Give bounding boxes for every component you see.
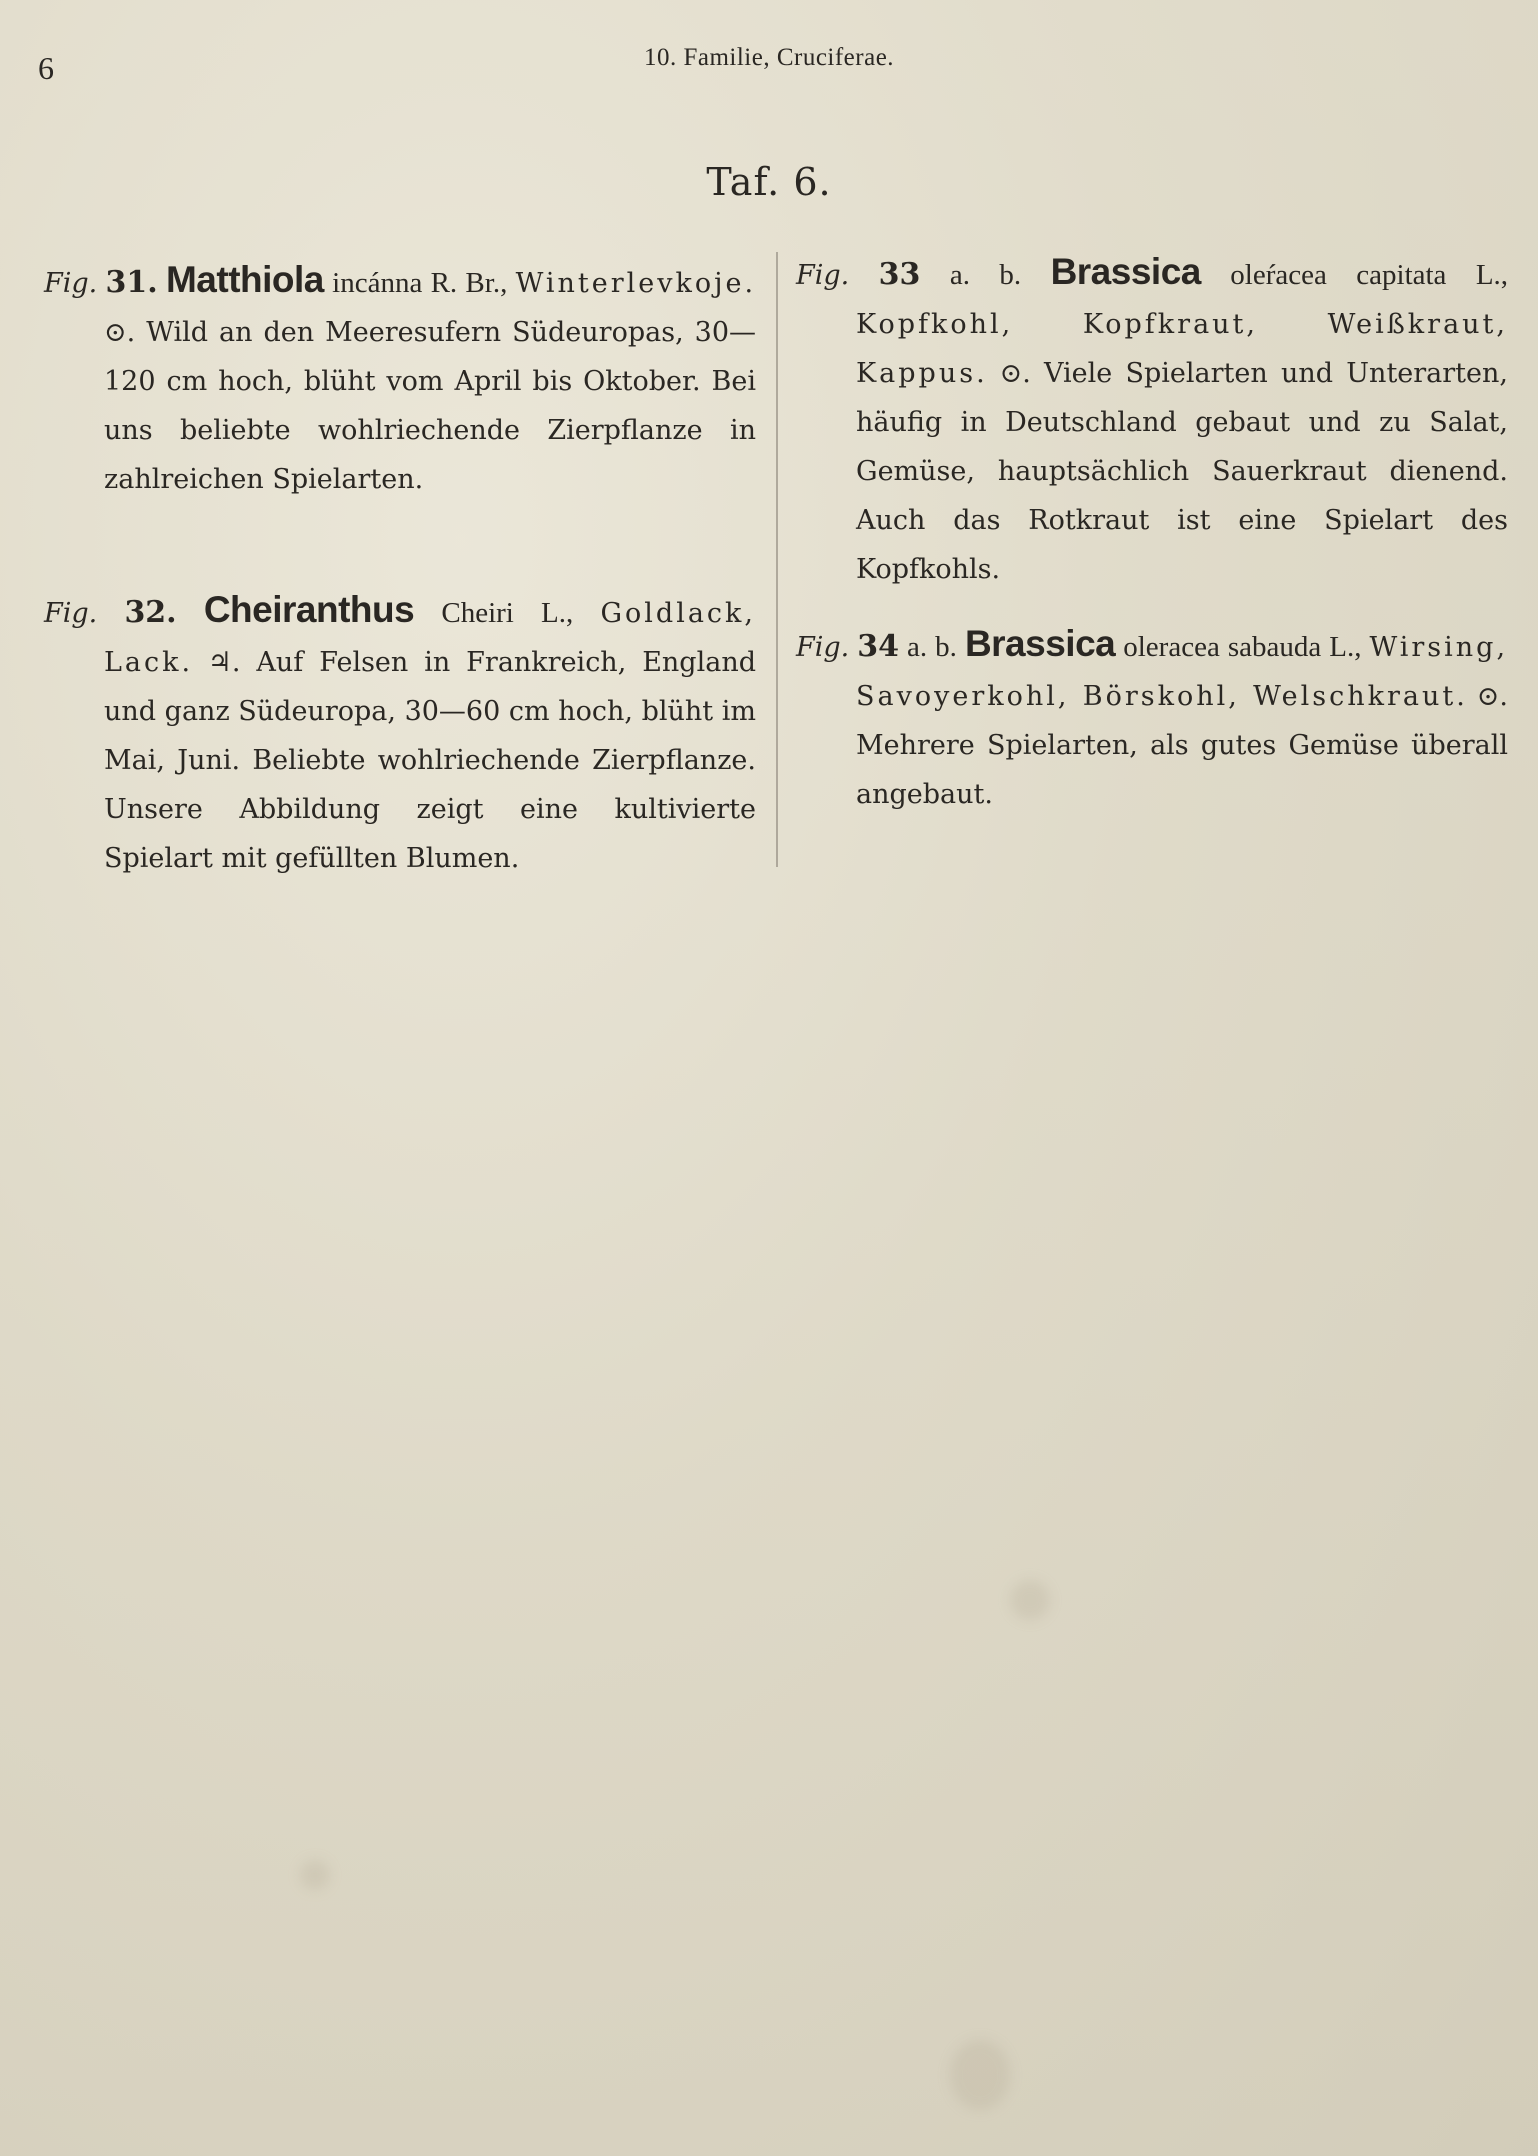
entry-description: ⊙. Wild an den Meeresufern Südeuropas, 30—120 cm hoch, blüht vom April bis Oktober. Bei uns beliebte wohlriechende Zierpflanze in zahlreichen Spielarten. (104, 317, 756, 495)
entry-fig-32 (44, 586, 756, 883)
fig-suffix: a. b. (907, 631, 957, 663)
paper-stain (1010, 1580, 1050, 1620)
genus-name: Matthiola (165, 259, 324, 300)
fig-suffix: a. b. (949, 259, 1022, 291)
genus-name: Brassica (1050, 251, 1201, 292)
fig-label: Fig. (796, 632, 850, 663)
common-names: Winterlevkoje. (515, 268, 757, 299)
column-divider (776, 252, 778, 867)
entry-description: ♃. Auf Felsen in Frankreich, England und ganz Südeuropa, 30—60 cm hoch, blüht im Mai, Juni. Beliebte wohlriechende Zierpflanze. Unsere Abbildung zeigt eine kultivierte Spielart mit gefüllten Blumen. (104, 647, 756, 874)
paper-stain (300, 1860, 330, 1890)
entry-fig-33 (796, 248, 1508, 594)
entry-fig-34 (796, 620, 1508, 819)
species-name: oleŕacea capitata L., (1230, 259, 1509, 291)
species-name: incánna R. Br., (332, 267, 508, 299)
fig-number: 33 (878, 257, 921, 292)
common-names: Kopfkohl, Kopfkraut, Weißkraut, Kappus. (856, 309, 1508, 389)
paper-stain (950, 2040, 1010, 2110)
entry-description: ⊙. Viele Spielarten und Unterarten, häufig in Deutschland gebaut und zu Salat, Gemüse, hauptsächlich Sauerkraut dienend. Auch das Rotkraut ist eine Spielart des Kopfkohls. (856, 358, 1508, 585)
genus-name: Brassica (964, 623, 1116, 664)
running-head: 10. Familie, Cruciferae. (643, 44, 895, 71)
fig-number: 34 (857, 629, 900, 664)
genus-name: Cheiranthus (203, 589, 415, 630)
page-number: 6 (38, 50, 54, 86)
fig-label: Fig. (796, 260, 850, 291)
fig-label: Fig. (44, 268, 98, 299)
fig-label: Fig. (44, 598, 98, 629)
entry-fig-31 (44, 256, 756, 504)
common-names: Goldlack, Lack. (104, 598, 756, 678)
species-name: Cheiri L., (441, 597, 574, 629)
entry-description: ⊙. Mehrere Spielarten, als gutes Gemüse überall angebaut. (856, 681, 1508, 810)
fig-number: 31. (105, 265, 158, 300)
species-name: oleracea sabauda L., (1123, 631, 1362, 663)
fig-number: 32. (124, 595, 177, 630)
plate-title: Taf. 6. (706, 160, 832, 204)
common-names: Wirsing, Savoyerkohl, Börskohl, Welschkraut. (856, 632, 1509, 712)
